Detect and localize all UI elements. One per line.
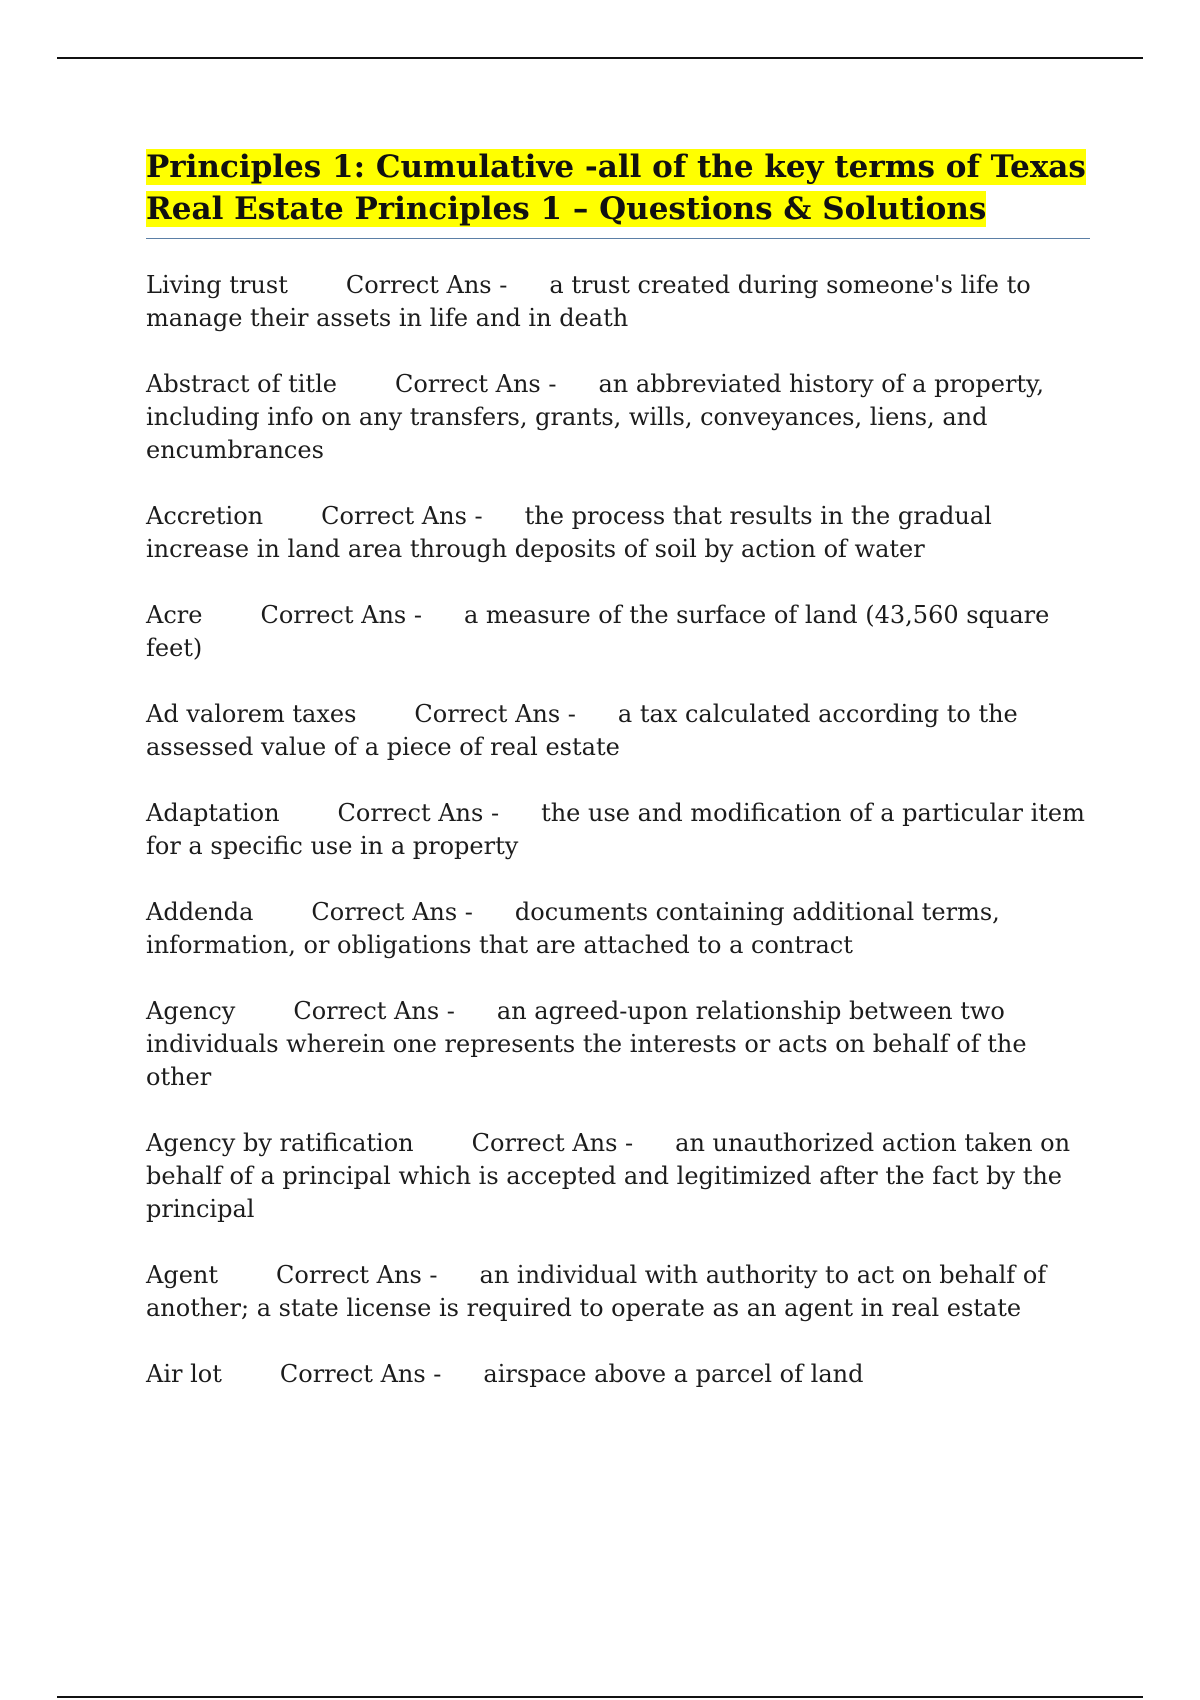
top-rule: [57, 57, 1143, 59]
list-item: [146, 1358, 1090, 1391]
entry-definition: the use and modification of a particular item for a specific use in a property: [146, 799, 1085, 860]
list-item: [146, 368, 1090, 467]
document-body: [146, 146, 1090, 1424]
list-item: [146, 797, 1090, 863]
answer-label: Correct Ans -: [414, 700, 576, 728]
document-title: [146, 146, 1090, 230]
list-item: [146, 896, 1090, 962]
list-item: [146, 500, 1090, 566]
document-title-text: Principles 1: Cumulative -all of the key terms of Texas Real Estate Principles 1 – Questions & Solutions: [146, 149, 1086, 227]
entry-term: Agency: [146, 997, 236, 1025]
answer-label: Correct Ans -: [394, 370, 557, 398]
entry-definition: the process that results in the gradual increase in land area through deposits of soil by action of water: [146, 502, 992, 563]
answer-label: Correct Ans -: [311, 898, 473, 926]
entry-term: Addenda: [146, 898, 254, 926]
answer-label: Correct Ans -: [321, 502, 483, 530]
entry-definition: an agreed-upon relationship between two individuals wherein one represents the interests or acts on behalf of the other: [146, 997, 1027, 1091]
answer-label: Correct Ans -: [345, 271, 508, 299]
list-item: [146, 698, 1090, 764]
entry-term: Ad valorem taxes: [146, 700, 357, 728]
entry-term: Adaptation: [146, 799, 280, 827]
entry-term: Agent: [146, 1261, 218, 1289]
list-item: [146, 269, 1090, 335]
answer-label: Correct Ans -: [293, 997, 455, 1025]
list-item: [146, 1127, 1090, 1226]
entry-definition: an individual with authority to act on behalf of another; a state license is required to operate as an agent in real estate: [146, 1261, 1047, 1322]
list-item: [146, 995, 1090, 1094]
answer-label: Correct Ans -: [471, 1129, 634, 1157]
entry-definition: a measure of the surface of land (43,560 square feet): [146, 601, 1050, 662]
entry-list: [146, 269, 1090, 1391]
entry-term: Agency by ratification: [146, 1129, 414, 1157]
entry-definition: a trust created during someone's life to manage their assets in life and in death: [146, 271, 1031, 332]
entry-term: Air lot: [146, 1360, 222, 1388]
title-block: [146, 146, 1090, 239]
entry-definition: documents containing additional terms, information, or obligations that are attached to a contract: [146, 898, 1000, 959]
answer-label: Correct Ans -: [337, 799, 500, 827]
entry-definition: airspace above a parcel of land: [483, 1360, 864, 1388]
entry-definition: a tax calculated according to the assessed value of a piece of real estate: [146, 700, 1018, 761]
entry-term: Abstract of title: [146, 370, 337, 398]
answer-label: Correct Ans -: [260, 601, 422, 629]
entry-term: Accretion: [146, 502, 264, 530]
answer-label: Correct Ans -: [276, 1261, 438, 1289]
entry-term: Living trust: [146, 271, 288, 299]
entry-definition: an unauthorized action taken on behalf of a principal which is accepted and legitimized after the fact by the principal: [146, 1129, 1071, 1223]
bottom-rule: [57, 1696, 1143, 1698]
list-item: [146, 599, 1090, 665]
list-item: [146, 1259, 1090, 1325]
entry-term: Acre: [146, 601, 203, 629]
answer-label: Correct Ans -: [279, 1360, 442, 1388]
entry-definition: an abbreviated history of a property, including info on any transfers, grants, wills, conveyances, liens, and encumbrances: [146, 370, 1045, 464]
